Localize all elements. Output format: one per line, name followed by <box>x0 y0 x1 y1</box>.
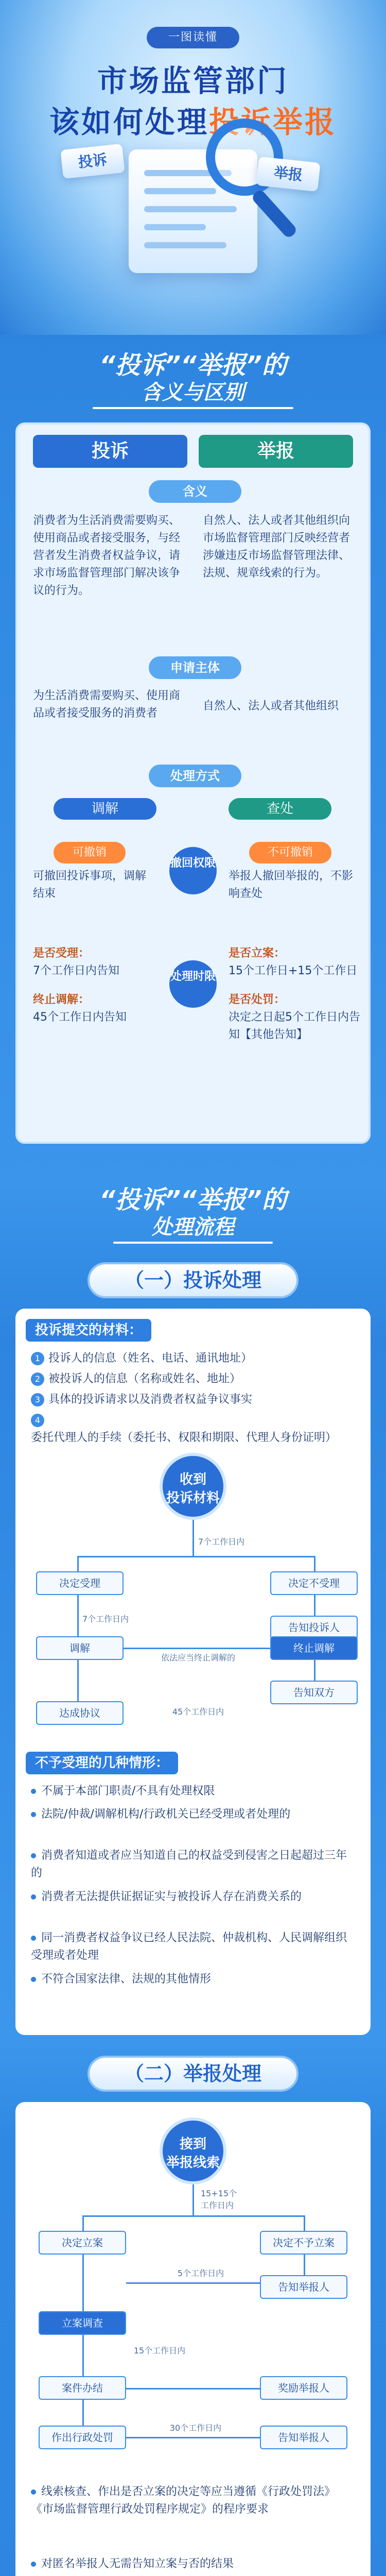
material-item: 4委托代理人的手续（委托书、权限和期限、代理人身份证明） <box>31 1412 350 1447</box>
magnifier-handle <box>251 188 299 239</box>
material-item: 1 投诉人的信息（姓名、电话、通讯地址） <box>31 1350 350 1367</box>
time-terminate-label: 终止调解： <box>33 993 90 1006</box>
section1-subtitle: 含义与区别 <box>142 381 244 404</box>
reject-item: 消费者无法提供证据证实与被投诉人存在消费关系的 <box>31 1888 350 1906</box>
section2-title: “投诉”“举报”的 <box>99 1185 287 1214</box>
meaning-complaint: 消费者为生活消费需要购买、使用商品或者接受服务，与经营者发生消费者权益争议，请求市场监督管理部门解决该争议的行为。 <box>33 514 181 597</box>
time-penalty-value: 决定之日起5个工作日内告知【其他告知】 <box>229 1011 360 1041</box>
reject-item: 法院/仲裁/调解机构/行政机关已经受理或者处理的 <box>31 1806 350 1823</box>
report-note-30days: 30个工作日内 <box>169 2423 222 2433</box>
col-head-report: 举报 <box>199 435 353 468</box>
report-note-5days: 5个工作日内 <box>177 2268 224 2278</box>
flow-notify-complainant: 告知投诉人 <box>270 1616 358 1639</box>
time-penalty-label: 是否处罚： <box>229 993 286 1006</box>
hero-title-line2-pre: 该如何处理 <box>49 105 209 140</box>
col-head-complaint: 投诉 <box>33 435 187 468</box>
hero-title-line1: 市场监管部门 <box>97 63 289 98</box>
badge-revoke-rights: 撤回权限 <box>169 847 217 894</box>
material-item: 2 被投诉人的信息（名称或姓名、地址） <box>31 1370 350 1388</box>
complaint-card <box>15 1309 371 2035</box>
report-note: 对匿名举报人无需告知立案与否的结果 <box>31 2555 350 2573</box>
hero-title-line2-highlight: 投诉举报 <box>209 105 337 140</box>
time-terminate-value: 45个工作日内告知 <box>33 1011 127 1024</box>
section2-subtitle: 处理流程 <box>152 1215 234 1239</box>
report-ribbon: （二）举报处理 <box>87 2056 299 2092</box>
effect-complaint: 可撤回投诉事项，调解结束 <box>33 870 147 900</box>
flow-note-7days: 7个工作日内 <box>198 1537 245 1547</box>
report-notify: 告知举报人 <box>260 2275 347 2299</box>
hero-banner <box>0 0 386 335</box>
subject-report: 自然人、法人或者其他组织 <box>203 700 339 713</box>
flow-start-report: 接到 举报线索 <box>160 2117 226 2184</box>
method-complaint: 调解 <box>54 798 156 820</box>
report-investigate: 立案调查 <box>39 2311 126 2335</box>
meaning-report: 自然人、法人或者其他组织向市场监督管理部门反映经营者涉嫌违反市场监督管理法律、法规、规章线索的行为。 <box>203 514 350 580</box>
report-reward: 奖励举报人 <box>260 2376 347 2400</box>
tag-irrevocable: 不可撤销 <box>249 842 331 863</box>
effect-report: 举报人撤回举报的，不影响查处 <box>229 870 354 900</box>
reject-tag: 不予受理的几种情形： <box>26 1752 178 1774</box>
time-record-label: 是否立案： <box>229 947 286 960</box>
report-notify-2: 告知举报人 <box>260 2426 347 2449</box>
report-card <box>15 2102 371 2576</box>
hero-title-line2 <box>0 98 386 141</box>
flow-agreement: 达成协议 <box>36 1701 124 1725</box>
report-chip: 举报 <box>256 157 320 192</box>
subject-complaint: 为生活消费需要购买、使用商品或者接受服务的消费者 <box>33 689 181 720</box>
complaint-chip: 投诉 <box>60 144 125 179</box>
time-accept-label: 是否受理： <box>33 947 90 960</box>
section1-title: “投诉”“举报”的 <box>99 351 287 380</box>
report-no-record: 决定不予立案 <box>260 2231 347 2255</box>
flow-note-7days-b: 7个工作日内 <box>82 1614 129 1624</box>
report-note-15days-b: 15个工作日内 <box>133 2346 186 2355</box>
flow-notify-both: 告知双方 <box>270 1681 358 1704</box>
tag-revocable: 可撤销 <box>54 842 126 863</box>
flow-mediate: 调解 <box>36 1636 124 1660</box>
flow-note-45days: 45个工作日内 <box>172 1707 224 1717</box>
flow-reject: 决定不受理 <box>270 1571 358 1595</box>
materials-tag: 投诉提交的材料： <box>26 1319 151 1342</box>
report-note: 线索核查、作出是否立案的决定等应当遵循《行政处罚法》《市场监督管理行政处罚程序规定》的程序要求 <box>31 2485 336 2516</box>
reject-item: 同一消费者权益争议已经人民法院、仲裁机构、人民调解组织受理或者处理 <box>31 1931 347 1962</box>
material-item: 3 具体的投诉请求以及消费者权益争议事实 <box>31 1391 350 1409</box>
flow-note-condition: 依法应当终止调解的 <box>161 1653 235 1663</box>
row-label-subject: 申请主体 <box>149 656 241 679</box>
time-accept-value: 7个工作日内告知 <box>33 964 119 977</box>
row-label-meaning: 含义 <box>149 480 241 503</box>
reject-item: 消费者知道或者应当知道自己的权益受到侵害之日起超过三年的 <box>31 1849 347 1879</box>
report-note-15days: 15+15个 工作日内 <box>201 2189 237 2210</box>
flow-terminate: 终止调解 <box>270 1636 358 1660</box>
section1-underline <box>93 407 293 409</box>
method-report: 查处 <box>229 798 331 820</box>
badge-time-limit: 处理时限 <box>169 960 217 1008</box>
row-label-method: 处理方式 <box>149 765 241 787</box>
report-close: 案件办结 <box>39 2376 126 2400</box>
comparison-panel <box>15 422 371 1144</box>
hero-tag: 一图读懂 <box>147 27 239 48</box>
time-record-value: 15个工作日+15个工作日 <box>229 964 358 977</box>
report-penalty: 作出行政处罚 <box>39 2426 126 2449</box>
reject-item: 不符合国家法律、法规的其他情形 <box>31 1971 350 1988</box>
flow-start-complaint: 收到 投诉材料 <box>160 1453 226 1520</box>
report-record: 决定立案 <box>39 2231 126 2255</box>
section2-underline <box>113 1242 273 1244</box>
reject-item: 不属于本部门职责/不具有处理权限 <box>31 1783 350 1800</box>
complaint-ribbon: （一）投诉处理 <box>87 1262 299 1298</box>
flow-accept: 决定受理 <box>36 1571 124 1595</box>
